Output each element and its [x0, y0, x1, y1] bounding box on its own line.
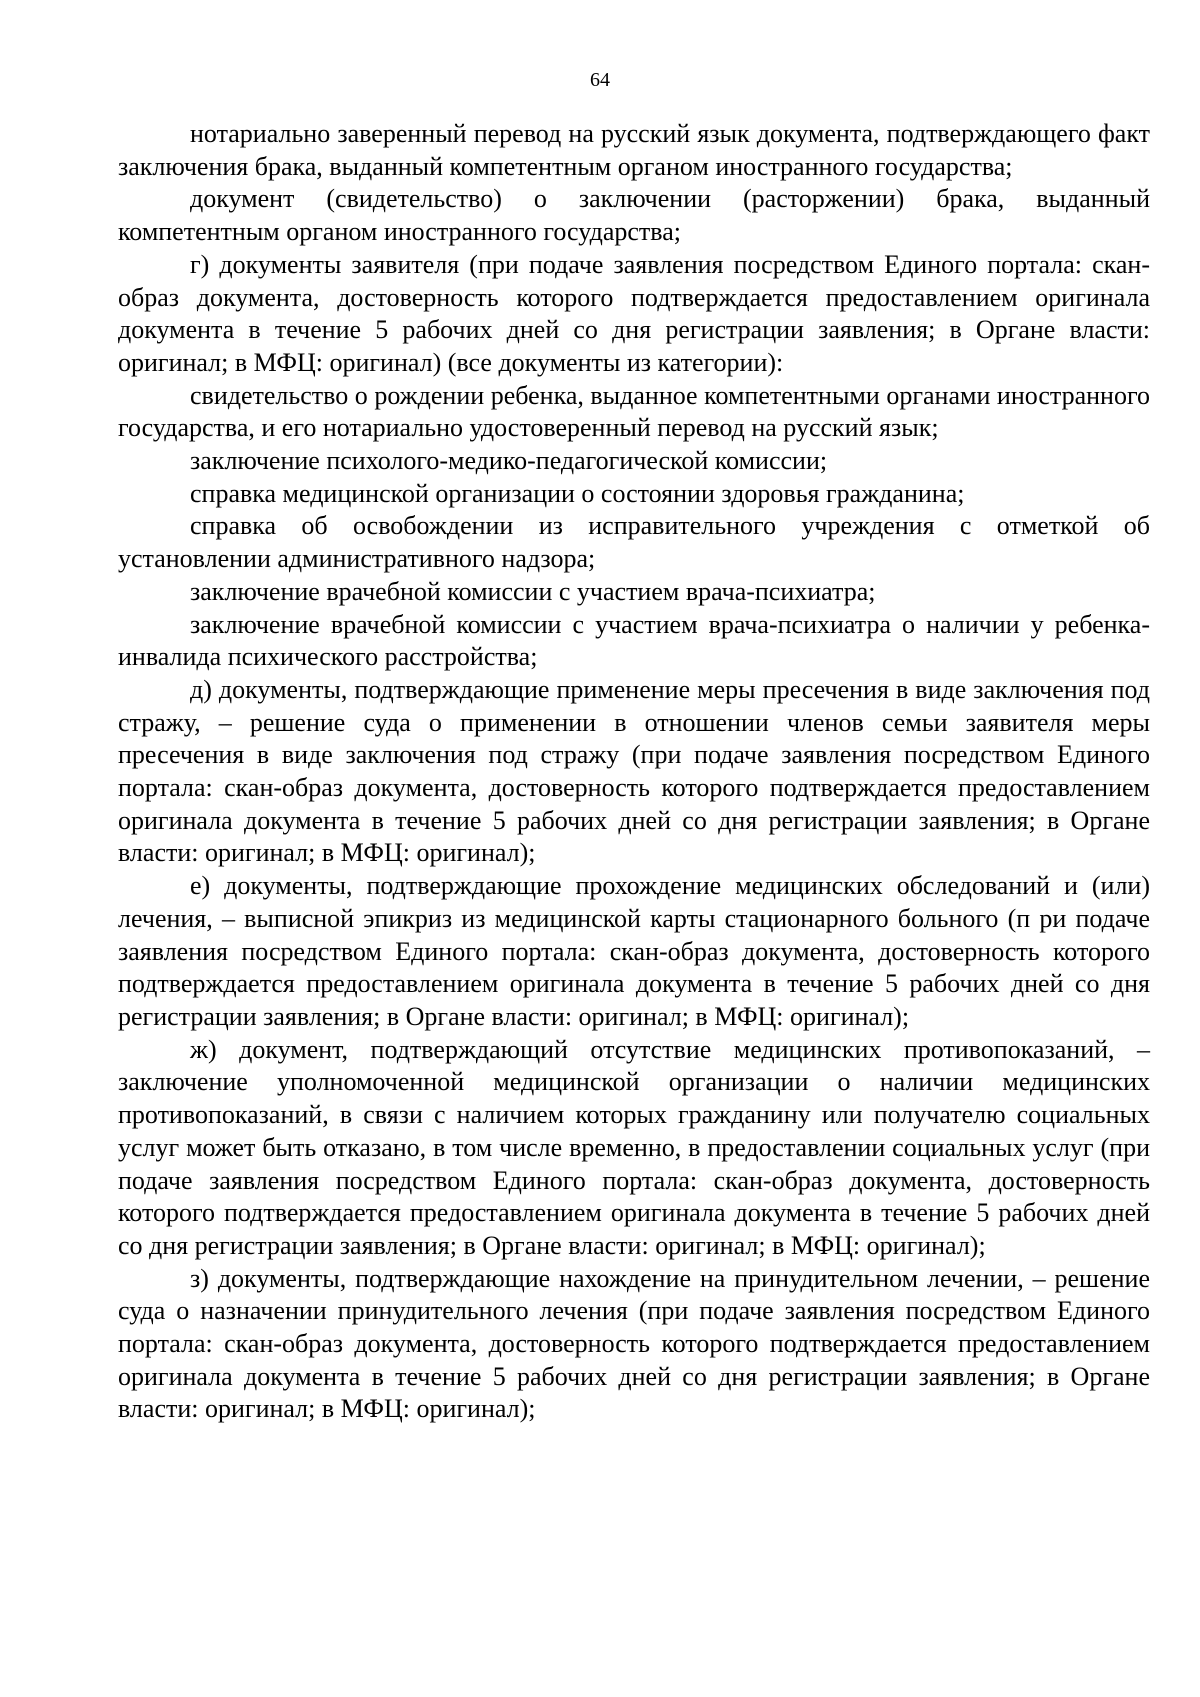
paragraph-health-certificate: справка медицинской организации о состоянии здоровья гражданина; [190, 478, 965, 508]
paragraph-medical-commission-disabled-child: заключение врачебной комиссии с участием врача-психиатра о наличии у ребенка-инвалида психического расстройства; [118, 609, 1150, 672]
paragraph-pmpk-conclusion: заключение психолого-медико-педагогической комиссии; [190, 446, 828, 476]
paragraph-zh-contraindications: ж) документ, подтверждающий отсутствие медицинских противопоказаний, – заключение уполномоченной медицинской организации о наличии медицинских противопоказаний, в связи с наличием которых гражданину или получателю социальных услуг может быть отказано, в том числе временно, в предоставлении социальных услуг (при подаче заявления посредством Единого портала: скан-образ документа, достоверность которого подтверждается предоставлением оригинала документа в течение 5 рабочих дней со дня регистрации заявления; в Органе власти: оригинал; в МФЦ: оригинал); [118, 1034, 1150, 1260]
page-number: 64 [590, 69, 610, 91]
paragraph-translation: нотариально заверенный перевод на русский язык документа, подтверждающего факт заключения брака, выданный компетентным органом иностранного государства; [118, 119, 1150, 181]
paragraph-d-detention: д) документы, подтверждающие применение меры пресечения в виде заключения под стражу, – решение суда о применении в отношении членов семьи заявителя меры пресечения в виде заключения под стражу (при подаче заявления посредством Единого портала: скан-образ документа, достоверность которого подтверждается предоставлением оригинала документа в течение 5 рабочих дней со дня регистрации заявления; в Органе власти: оригинал; в МФЦ: оригинал); [118, 674, 1150, 868]
paragraph-g-applicant-documents: г) документы заявителя (при подаче заявления посредством Единого портала: скан-образ документа, достоверность которого подтверждается предоставлением оригинала документа в течение 5 рабочих дней со дня регистрации заявления; в Органе власти: оригинал; в МФЦ: оригинал) (все документы из категории): [118, 249, 1150, 377]
document-body [118, 118, 1150, 1426]
paragraph-medical-commission: заключение врачебной комиссии с участием врача-психиатра; [190, 576, 876, 606]
paragraph-birth-certificate: свидетельство о рождении ребенка, выданное компетентными органами иностранного государства, и его нотариально удостоверенный перевод на русский язык; [118, 380, 1150, 443]
paragraph-marriage-certificate: документ (свидетельство) о заключении (расторжении) брака, выданный компетентным органом иностранного государства; [118, 184, 1150, 247]
paragraph-release-certificate: справка об освобождении из исправительного учреждения с отметкой об установлении административного надзора; [118, 511, 1150, 574]
paragraph-z-compulsory-treatment: з) документы, подтверждающие нахождение на принудительном лечении, – решение суда о назначении принудительного лечения (при подаче заявления посредством Единого портала: скан-образ документа, достоверность которого подтверждается предоставлением оригинала документа в течение 5 рабочих дней со дня регистрации заявления; в Органе власти: оригинал; в МФЦ: оригинал); [118, 1263, 1150, 1424]
paragraph-e-medical-examinations: е) документы, подтверждающие прохождение медицинских обследований и (или) лечения, – выписной эпикриз из медицинской карты стационарного больного (п ри подаче заявления посредством Единого портала: скан-образ документа, достоверность которого подтверждается предоставлением оригинала документа в течение 5 рабочих дней со дня регистрации заявления; в Органе власти: оригинал; в МФЦ: оригинал); [118, 871, 1150, 1031]
